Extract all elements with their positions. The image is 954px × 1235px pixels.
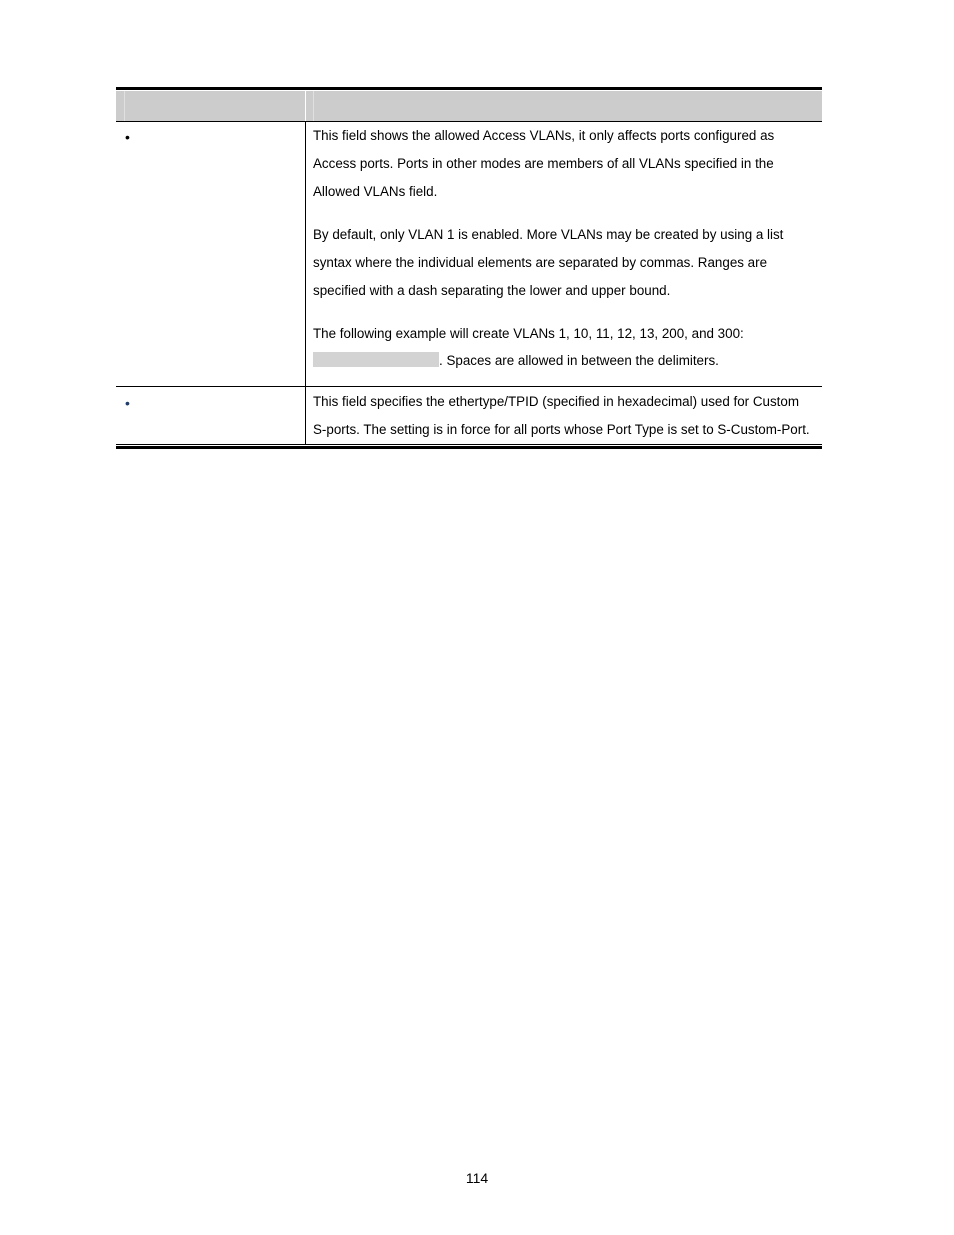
object-cell [116, 122, 306, 386]
table-bottom-rule [116, 446, 822, 449]
table-header-row [116, 91, 822, 121]
header-description-cell [306, 91, 822, 121]
description-paragraph: This field specifies the ethertype/TPID (specified in hexadecimal) used for Custom S-ports. The setting is in force for all ports whose Port Type is set to S-Custom-Port. [313, 394, 810, 437]
description-paragraph: By default, only VLAN 1 is enabled. More VLANs may be created by using a list syntax where the individual elements are separated by commas. Ranges are specified with a dash separating the lower and upper bound. [313, 227, 784, 298]
example-code-highlight [313, 352, 439, 367]
bullet-icon: • [125, 129, 130, 145]
example-tail: . Spaces are allowed in between the delimiters. [439, 353, 719, 368]
page-number: 114 [465, 1170, 489, 1186]
example-line [313, 347, 814, 374]
table-row [116, 387, 822, 444]
header-object-cell [116, 91, 306, 121]
object-cell [116, 387, 306, 444]
example-block [313, 320, 814, 374]
description-cell [306, 122, 822, 386]
description-cell [306, 387, 822, 444]
description-paragraph: This field shows the allowed Access VLANs, it only affects ports configured as Access ports. Ports in other modes are members of all VLANs specified in the Allowed VLANs field. [313, 128, 775, 199]
table-row [116, 122, 822, 386]
bullet-icon: • [125, 395, 130, 411]
example-intro: The following example will create VLANs 1, 10, 11, 12, 13, 200, and 300: [313, 326, 744, 341]
parameter-table [116, 87, 822, 449]
